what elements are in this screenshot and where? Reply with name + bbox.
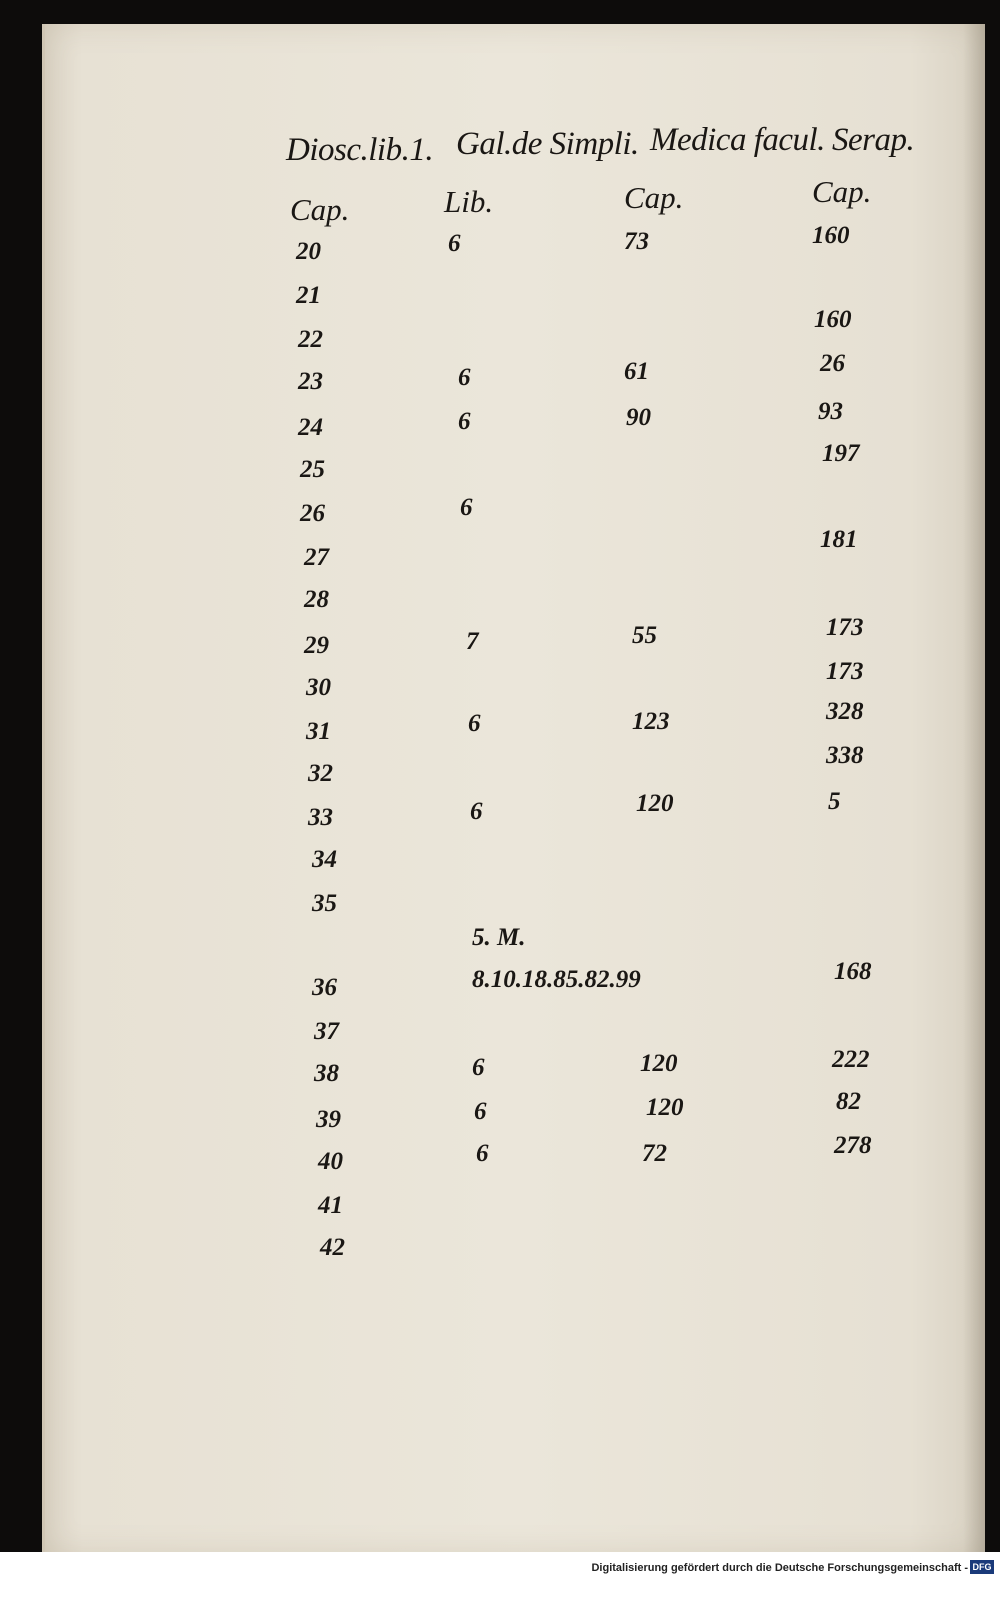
lib-value: 6: [458, 408, 471, 435]
chapter-number: 27: [304, 544, 329, 571]
serap-value: 5: [828, 788, 841, 815]
header-serapion: Serap.: [832, 122, 915, 158]
chapter-number: 21: [296, 282, 321, 309]
chapter-number: 30: [306, 674, 331, 701]
serap-value: 181: [820, 526, 858, 553]
chapter-number: 39: [316, 1106, 341, 1133]
lib-value: 6: [474, 1098, 487, 1125]
serap-value: 93: [818, 398, 843, 425]
serap-value: 160: [812, 222, 850, 249]
serap-value: 82: [836, 1088, 861, 1115]
serap-value: 168: [834, 958, 872, 985]
chapter-number: 31: [306, 718, 331, 745]
header-dioscorides: Diosc.lib.1.: [286, 132, 434, 168]
serap-value: 26: [820, 350, 845, 377]
lib-value: 6: [476, 1140, 489, 1167]
cap-value: 120: [640, 1050, 678, 1077]
lib-value: 6: [470, 798, 483, 825]
note-5m: 5. M.: [472, 924, 526, 951]
header-galen: Gal.de Simpli.: [456, 126, 639, 162]
book-page: [42, 24, 985, 1554]
chapter-number: 35: [312, 890, 337, 917]
chapter-number: 34: [312, 846, 337, 873]
chapter-number: 23: [298, 368, 323, 395]
serap-value: 278: [834, 1132, 872, 1159]
chapter-number: 29: [304, 632, 329, 659]
cap-value: 90: [626, 404, 651, 431]
chapter-number: 26: [300, 500, 325, 527]
chapter-number: 33: [308, 804, 333, 831]
cap-value: 120: [636, 790, 674, 817]
lib-value: 6: [472, 1054, 485, 1081]
chapter-number: 37: [314, 1018, 339, 1045]
subheader-lib: Lib.: [444, 184, 494, 219]
digitization-credit-bar: [0, 1552, 1000, 1598]
header-medica-facul: Medica facul.: [650, 122, 825, 158]
cap-value: 73: [624, 228, 649, 255]
dfg-logo: DFG: [970, 1560, 994, 1574]
chapter-number: 22: [298, 326, 323, 353]
serap-value: 173: [826, 658, 864, 685]
cap-value: 61: [624, 358, 649, 385]
chapter-number: 25: [300, 456, 325, 483]
chapter-number: 24: [298, 414, 323, 441]
page-gutter-shadow: [963, 24, 985, 1554]
serap-value: 222: [832, 1046, 870, 1073]
chapter-number: 32: [308, 760, 333, 787]
lib-value: 6: [468, 710, 481, 737]
cap-value: 55: [632, 622, 657, 649]
subheader-cap-1: Cap.: [290, 192, 350, 227]
serap-value: 197: [822, 440, 860, 467]
subheader-cap-2: Cap.: [624, 180, 684, 215]
serap-value: 328: [826, 698, 864, 725]
chapter-number: 28: [304, 586, 329, 613]
cap-value: 72: [642, 1140, 667, 1167]
serap-value: 173: [826, 614, 864, 641]
chapter-number: 36: [312, 974, 337, 1001]
lib-value: 7: [466, 628, 479, 655]
lib-value: 6: [458, 364, 471, 391]
funding-credit: Digitalisierung gefördert durch die Deutsche Forschungsgemeinschaft -: [591, 1562, 968, 1574]
chapter-number: 20: [296, 238, 321, 265]
subheader-cap-3: Cap.: [812, 174, 872, 209]
cap-value: 123: [632, 708, 670, 735]
serap-value: 160: [814, 306, 852, 333]
chapter-number: 38: [314, 1060, 339, 1087]
serap-value: 338: [826, 742, 864, 769]
chapter-number: 40: [318, 1148, 343, 1175]
cap-value: 120: [646, 1094, 684, 1121]
chapter-number: 42: [320, 1234, 345, 1261]
note-chapter-list: 8.10.18.85.82.99: [472, 966, 641, 993]
lib-value: 6: [460, 494, 473, 521]
chapter-number: 41: [318, 1192, 343, 1219]
lib-value: 6: [448, 230, 461, 257]
